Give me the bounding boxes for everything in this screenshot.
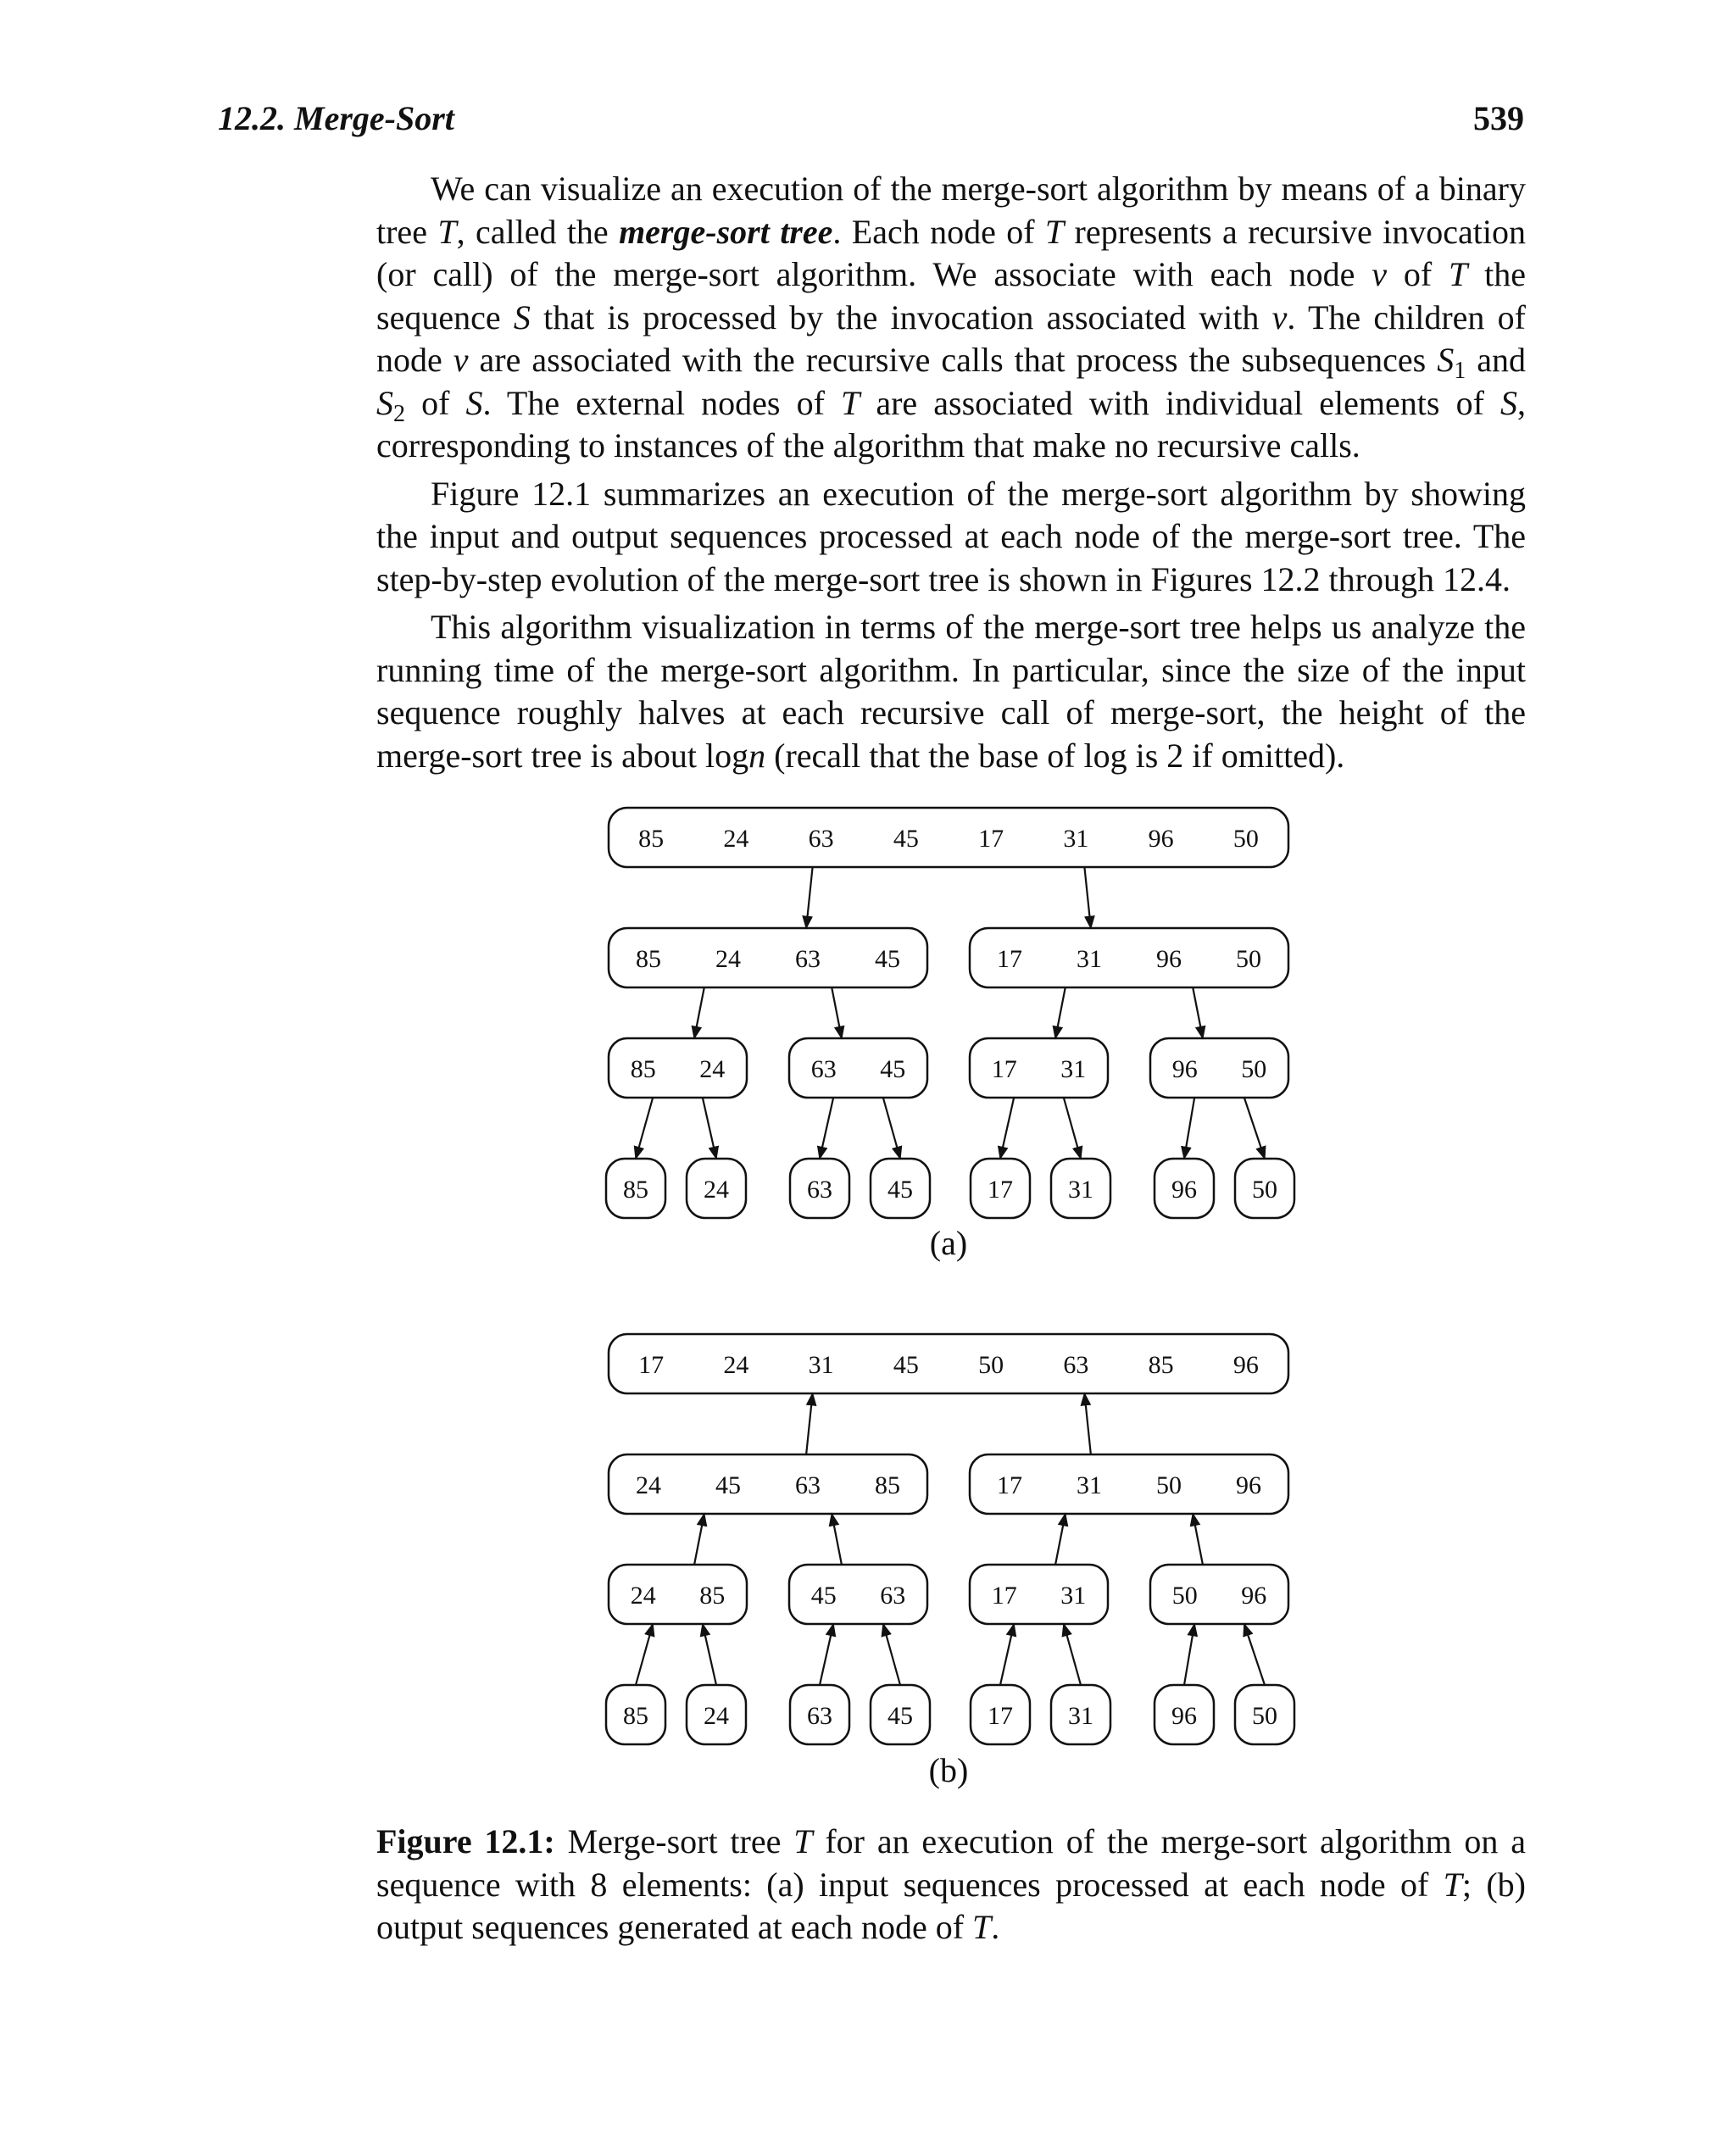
tree-node (687, 1685, 746, 1744)
tree-node-value: 63 (807, 1702, 832, 1730)
tree-node-box (609, 1565, 747, 1624)
tree-edge-arrow (1193, 1514, 1203, 1565)
text-run: . Each node of (832, 212, 1045, 251)
page-number: 539 (1473, 99, 1524, 137)
text-run: that is processed by the invocation associated with (530, 298, 1272, 336)
tree-node-value: 45 (810, 1582, 837, 1610)
tree-node-value: 85 (1148, 1351, 1174, 1379)
text-run: v (1372, 255, 1388, 293)
tree-node-value: 50 (1171, 1582, 1198, 1610)
tree-edge-arrow (636, 1098, 653, 1159)
tree-node (970, 1565, 1108, 1624)
text-run: , corresponding to instances of the algorithm that make no recursive calls. (376, 383, 1527, 464)
tree-node (609, 1038, 747, 1098)
tree-node-box (609, 1334, 1288, 1393)
tree-node (609, 1565, 747, 1624)
tree-node-value: 24 (704, 1176, 729, 1204)
text-run: represents a recursive invocation (or call) of the merge-sort algorithm. We associate with each node (376, 212, 1526, 293)
tree-node (871, 1685, 930, 1744)
tree-panel-b (606, 1334, 1294, 1789)
tree-node-value: 45 (887, 1702, 913, 1730)
tree-node-box (970, 1038, 1108, 1098)
tree-node-value: 50 (978, 1351, 1004, 1379)
text-run: . The children of node (376, 298, 1527, 379)
tree-node-value: 85 (638, 825, 665, 853)
text-run: T (437, 212, 457, 251)
tree-edge-arrow (1084, 867, 1090, 928)
tree-node-value: 50 (1252, 1702, 1277, 1730)
tree-edge-arrow (883, 1098, 900, 1159)
tree-node-value: 31 (1068, 1176, 1093, 1204)
tree-node (790, 1685, 849, 1744)
tree-node (970, 928, 1288, 987)
tree-node-value: 96 (1236, 1471, 1261, 1499)
tree-edge-arrow (1000, 1624, 1014, 1685)
tree-node-value: 96 (1148, 825, 1174, 853)
text-run: T (1443, 1865, 1462, 1904)
text-run: This algorithm visualization in terms of the merge-sort tree helps us analyze the running time of the merge-sort algorithm. In particular, since the size of the input sequence roughly halves at each recursive call of merge-sort, the height of the merge-sort tree is about log (376, 608, 1526, 775)
text-run: . The external nodes of (482, 383, 841, 422)
tree-panel-a (606, 808, 1294, 1262)
text-run: of (1387, 255, 1449, 293)
tree-node-value: 63 (810, 1055, 837, 1083)
tree-node-value: 50 (1156, 1471, 1182, 1499)
tree-node (1155, 1159, 1214, 1218)
tree-edge-arrow (820, 1098, 833, 1159)
tree-node (609, 1454, 927, 1514)
tree-edge-arrow (1084, 1393, 1090, 1454)
text-run: T (972, 1908, 992, 1946)
text-run: S (513, 298, 531, 336)
tree-edge-arrow (636, 1624, 653, 1685)
text-run: v (453, 341, 469, 379)
tree-edge-arrow (1193, 987, 1203, 1038)
tree-node (606, 1685, 665, 1744)
tree-node-value: 31 (1060, 1582, 1087, 1610)
tree-node-box (789, 1038, 927, 1098)
tree-node (789, 1038, 927, 1098)
tree-node-value: 85 (875, 1471, 900, 1499)
text-run: Figure 12.1 summarizes an execution of the merge-sort algorithm by showing the input and output sequences processed at each node of the merge-sort tree. The step-by-step evolution of the merge-sort tree is shown in Figures 12.2 through 12.4. (376, 474, 1526, 598)
tree-node (1051, 1685, 1110, 1744)
tree-edge-arrow (820, 1624, 833, 1685)
figure-caption (376, 1821, 1526, 1949)
tree-node-value: 45 (880, 1055, 906, 1083)
tree-node-value: 24 (723, 825, 749, 853)
text-run: We can visualize an execution of the merge-sort algorithm by means of a binary tree (376, 170, 1526, 251)
tree-node (1150, 1038, 1288, 1098)
tree-node-box (1150, 1038, 1288, 1098)
text-run: are associated with individual elements of (860, 383, 1501, 422)
tree-node (609, 928, 927, 987)
text-run: merge-sort tree (619, 212, 833, 251)
tree-node-value: 63 (808, 825, 834, 853)
tree-node-value: 63 (795, 1471, 821, 1499)
text-run: ; (b) output sequences generated at each node of (376, 1865, 1526, 1946)
tree-node-value: 24 (723, 1351, 749, 1379)
tree-node (1235, 1685, 1294, 1744)
tree-node-box (609, 1038, 747, 1098)
tree-node-box (970, 1565, 1108, 1624)
tree-edge-arrow (1064, 1624, 1081, 1685)
tree-node (1155, 1685, 1214, 1744)
tree-edge-arrow (1244, 1624, 1265, 1685)
tree-node-value: 17 (988, 1176, 1013, 1204)
tree-node-value: 45 (893, 825, 919, 853)
tree-node-value: 50 (1232, 825, 1259, 853)
tree-edge-arrow (832, 1514, 842, 1565)
tree-edge-arrow (1055, 1514, 1066, 1565)
tree-node (789, 1565, 927, 1624)
tree-node (606, 1159, 665, 1218)
tree-edge-arrow (1000, 1098, 1014, 1159)
tree-node-box (609, 808, 1288, 867)
text-run: S (465, 383, 483, 422)
tree-node (1150, 1565, 1288, 1624)
tree-node-value: 96 (1241, 1582, 1267, 1610)
tree-node (970, 1454, 1288, 1514)
tree-node (609, 1334, 1288, 1393)
text-run: S (376, 383, 393, 422)
text-run: Merge-sort tree (554, 1822, 794, 1860)
tree-node-value: 31 (1060, 1055, 1087, 1083)
tree-node-box (789, 1565, 927, 1624)
tree-node-value: 17 (991, 1582, 1017, 1610)
text-run: , called the (456, 212, 620, 251)
text-run: T (1449, 255, 1468, 293)
tree-node-value: 96 (1171, 1702, 1197, 1730)
tree-node-value: 85 (630, 1055, 656, 1083)
text-run: . (991, 1908, 1000, 1946)
tree-node-value: 45 (893, 1351, 919, 1379)
tree-node (871, 1159, 930, 1218)
tree-node-value: 31 (1063, 825, 1089, 853)
tree-edge-arrow (703, 1624, 716, 1685)
text-run: T (841, 383, 860, 422)
text-run: the sequence (376, 255, 1526, 336)
tree-edge-arrow (1064, 1098, 1081, 1159)
tree-node-value: 85 (699, 1582, 726, 1610)
tree-node-value: 63 (807, 1176, 832, 1204)
running-header-section: 12.2. Merge-Sort (218, 99, 454, 137)
tree-edge-arrow (806, 867, 812, 928)
text-run: of (405, 383, 466, 422)
tree-node-value: 45 (715, 1471, 741, 1499)
tree-node-value: 17 (997, 945, 1022, 973)
tree-node (970, 1038, 1108, 1098)
text-run: T (1044, 212, 1065, 251)
tree-node-value: 31 (1077, 945, 1102, 973)
tree-node-value: 31 (1077, 1471, 1102, 1499)
tree-node-value: 63 (1063, 1351, 1089, 1379)
tree-edge-arrow (1184, 1624, 1194, 1685)
tree-node-box (1150, 1565, 1288, 1624)
tree-node (1235, 1159, 1294, 1218)
tree-edge-arrow (1244, 1098, 1265, 1159)
tree-node (790, 1159, 849, 1218)
tree-node-value: 63 (795, 945, 821, 973)
text-run: n (748, 736, 766, 775)
tree-node-value: 24 (715, 945, 741, 973)
tree-edge-arrow (1184, 1098, 1194, 1159)
caption-label: Figure 12.1: (376, 1822, 555, 1860)
tree-node-value: 17 (978, 825, 1004, 853)
tree-node-value: 85 (623, 1176, 648, 1204)
tree-node-value: 17 (991, 1055, 1017, 1083)
tree-node-value: 96 (1156, 945, 1182, 973)
text-run: (recall that the base of log is 2 if omitted). (765, 736, 1345, 775)
tree-node-value: 17 (997, 1471, 1022, 1499)
tree-node-value: 45 (887, 1176, 913, 1204)
text-run: 1 (1454, 358, 1466, 385)
tree-node-value: 50 (1236, 945, 1261, 973)
tree-edge-arrow (832, 987, 842, 1038)
tree-edge-arrow (883, 1624, 900, 1685)
tree-node-value: 85 (636, 945, 661, 973)
text-run: T (793, 1822, 813, 1860)
tree-node-value: 17 (638, 1351, 665, 1379)
text-run: and (1466, 341, 1526, 379)
panel-label: (a) (929, 1224, 968, 1262)
tree-edge-arrow (694, 987, 704, 1038)
text-run: S (1500, 383, 1518, 422)
text-run: are associated with the recursive calls that process the subsequences (468, 341, 1438, 379)
text-run: 2 (393, 400, 405, 427)
tree-node (1051, 1159, 1110, 1218)
tree-node-value: 63 (880, 1582, 906, 1610)
tree-node (609, 808, 1288, 867)
tree-node-value: 50 (1241, 1055, 1267, 1083)
tree-node-value: 24 (704, 1702, 729, 1730)
text-run: v (1271, 298, 1288, 336)
tree-node-value: 24 (636, 1471, 661, 1499)
tree-node-value: 24 (699, 1055, 726, 1083)
tree-node (687, 1159, 746, 1218)
tree-edge-arrow (703, 1098, 716, 1159)
tree-node-value: 17 (988, 1702, 1013, 1730)
tree-node-value: 31 (808, 1351, 834, 1379)
tree-node-value: 96 (1171, 1176, 1197, 1204)
tree-node (971, 1159, 1030, 1218)
tree-node-value: 50 (1252, 1176, 1277, 1204)
tree-edge-arrow (694, 1514, 704, 1565)
panel-label: (b) (928, 1751, 969, 1789)
text-run: S (1437, 341, 1455, 379)
tree-node-value: 45 (875, 945, 900, 973)
tree-edge-arrow (1055, 987, 1066, 1038)
tree-node (971, 1685, 1030, 1744)
tree-node-value: 31 (1068, 1702, 1093, 1730)
tree-edge-arrow (806, 1393, 812, 1454)
tree-node-value: 85 (623, 1702, 648, 1730)
tree-node-value: 96 (1171, 1055, 1198, 1083)
text-run: for an execution of the merge-sort algorithm on a sequence with 8 elements: (a) input sequences processed at each node of (376, 1822, 1527, 1904)
tree-node-value: 96 (1232, 1351, 1259, 1379)
tree-node-value: 24 (630, 1582, 656, 1610)
